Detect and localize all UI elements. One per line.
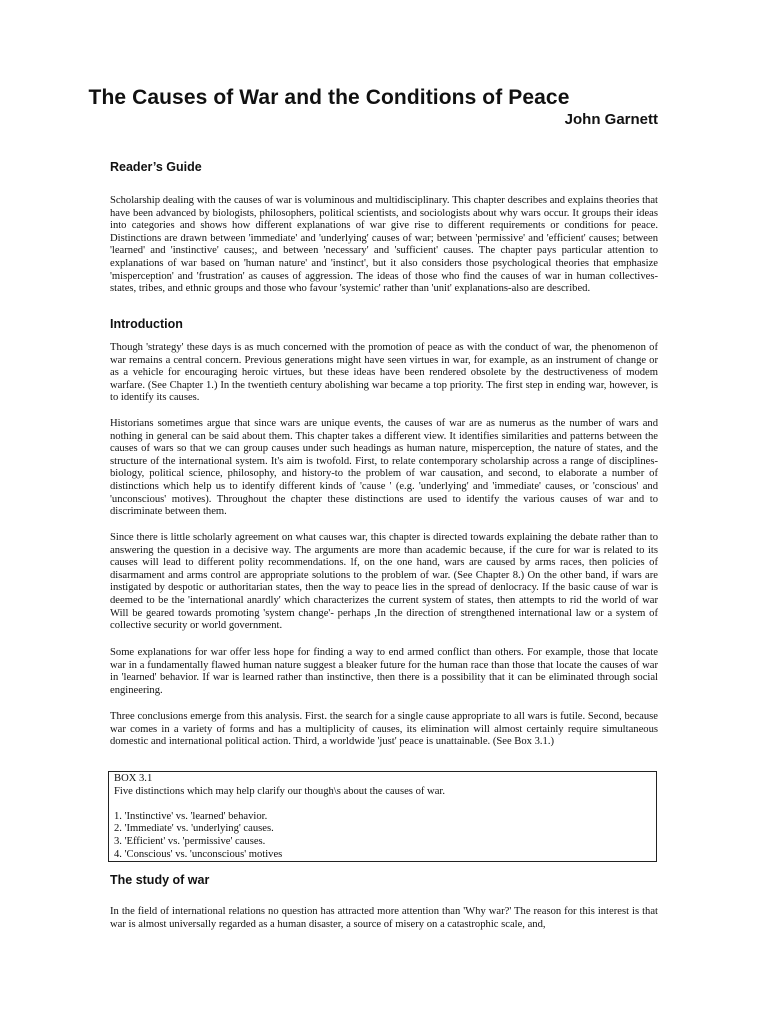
box-spacer	[114, 798, 650, 811]
study-of-war-heading: The study of war	[110, 873, 210, 887]
author-name: John Garnett	[564, 111, 658, 128]
document-title: The Causes of War and the Conditions of Peace	[88, 86, 570, 109]
intro-paragraph-2: Historians sometimes argue that since wars are unique events, the causes of war are as numerus as the number of wars and nothing in general can be said about them. This chapter takes a different view. It identifies similarities and patterns between the causes of wars so that we can group causes under such headings as human nature, misperception, the nature of states, and the structure of the international system. It's aim is twofold. First, to relate contemporary scholarship across a range of disciplines-biology, political science, philosophy, and history-to the problem of war causation, and second, to elaborate a number of distinctions which help us to identify different kinds of 'cause ' (e.g. 'underlying' and 'immediate' causes, or 'conscious' and 'unconscious' motives). Throughout the chapter these distinctions are used to identify the various causes of war and to discriminate between them.	[110, 418, 658, 518]
box-title: BOX 3.1	[114, 773, 153, 784]
box-item: 2. 'Immediate' vs. 'underlying' causes.	[114, 823, 274, 835]
box-item: 1. 'Instinctive' vs. 'learned' behavior.	[114, 810, 268, 822]
introduction-heading: Introduction	[110, 317, 183, 331]
box-3-1	[108, 771, 657, 862]
intro-paragraph-1: Though 'strategy' these days is as much concerned with the promotion of peace as with the conduct of war, the phenomenon of war remains a central concern. Previous generations might have seen virtues in war, for example, as an instrument of change or as a vehicle for encouraging heroic virtues, but these ideas have been rendered obsolete by the destructiveness of modem warfare. (See Chapter 1.) In the twentieth century abolishing war became a top priority. The first step in ending war, however, is to identify its causes.	[110, 342, 658, 404]
box-item: 4. 'Conscious' vs. 'unconscious' motives	[114, 848, 283, 860]
box-subtitle: Five distinctions which may help clarify our though\s about the causes of war.	[114, 785, 445, 797]
readers-guide-paragraph: Scholarship dealing with the causes of war is voluminous and multidisciplinary. This chapter describes and explains theories that have been advanced by biologists, philosophers, political scientists, and sociologists about why wars occur. It groups their ideas into categories and shows how different explanations of war give rise to different requirements or conditions for peace. Distinctions are drawn between 'immediate' and 'underlying' causes of war; between 'permissive' and 'efficient' causes; between 'learned' and 'instinctive' causes;, and between 'necessary' and 'sufficient' causes. The chapter pays particular attention to explanations of war based on 'human nature' and 'instinct', but it also considers those psychological theories that emphasize 'misperception' and 'frustration' as causes of aggression. The ideas of those who find the causes of war in human collectives-states, tribes, and ethnic groups and those who favour 'systemic' rather than 'unit' explanations-also are described.	[110, 195, 658, 295]
study-of-war-paragraph: In the field of international relations no question has attracted more attention than 'Why war?' The reason for this interest is that war is almost universally regarded as a human disaster, a source of misery on a catastrophic scale, and,	[110, 906, 658, 930]
readers-guide-heading: Reader’s Guide	[110, 160, 202, 174]
intro-paragraph-4: Some explanations for war offer less hope for finding a way to end armed conflict than others. For example, those that locate war in a fundamentally flawed human nature suggest a bleaker future for the human race than those that locate the causes of war in 'learned' behavior. If war is learned rather than instinctive, then there is a possibility that it can be eliminated through social engineering.	[110, 647, 658, 696]
intro-paragraph-3: Since there is little scholarly agreement on what causes war, this chapter is directed towards explaining the debate rather than to answering the question in a decisive way. The arguments are more than academic because, if the cure for war is related to its causes will lead to different polity recommendations. lf, on the one hand, wars are caused by arms races, then policies of disarmament and arms control are appropriate solutions to the problem of war. (See Chapter 8.) On the other band, if wars are instigated by despotic or authoritarian states, then the way to peace lies in the spread of denlocracy. If the basic cause of war is deemed to be the 'international anardly' which characterizes the current system of states, then attempts to rid the world of war Will be geared towards promoting 'system change'- perhaps ,In the direction of strengthened international law or a system of collective security or world government.	[110, 532, 658, 632]
box-item: 3. 'Efficient' vs. 'permissive' causes.	[114, 835, 266, 847]
intro-paragraph-5: Three conclusions emerge from this analysis. First. the search for a single cause appropriate to all wars is futile. Second, because war comes in a variety of forms and has a multiplicity of causes, its elimination will almost certainly require simultaneous domestic and international political action. Third, a worldwide 'just' peace is unattainable. (See Box 3.1.)	[110, 711, 658, 748]
